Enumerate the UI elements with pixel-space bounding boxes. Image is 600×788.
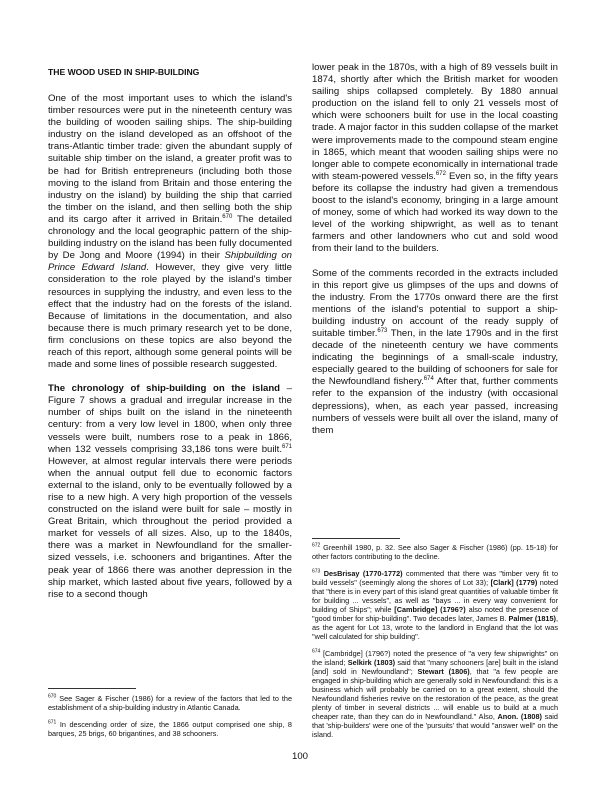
footnote-671: $^{671}$ In descending order of size, the 1866 output comprised one ship, 8 barques, 25 brigs, 60 brigantines, and 38 schooners. [48, 719, 292, 738]
footnote-ref-670[interactable]: 670 [222, 213, 233, 220]
footnote-divider [312, 538, 400, 539]
left-footnotes [48, 688, 292, 746]
page-number: 100 [291, 751, 308, 762]
footnote-ref-674[interactable]: 674 [423, 376, 434, 383]
footnote-divider [48, 688, 136, 689]
footnote-672: $^{672}$ Greenhill 1980, p. 32. See also Sager & Fischer (1986) (pp. 15-18) for other factors contributing to the decline. [312, 542, 558, 561]
footnote-670: $^{670}$ See Sager & Fischer (1986) for a review of the factors that led to the establishment of a ship-building industry in Atlantic Canada. [48, 693, 292, 712]
left-column [48, 62, 292, 613]
footnote-ref-673[interactable]: 673 [377, 327, 388, 334]
paragraph-chronology: The chronology of ship-building on the island – Figure 7 shows a gradual and irregular increase in the number of ships built on the island in the nineteenth century: from a very low level in 1800, when only three vessels were built, numbers rose to a peak in 1866, when 132 vessels comprising 33,186 tons were built.$^{671}$ However, at almost regular intervals there were periods when the annual output fell due to economic factors external to the island, only to be eventually followed by a rise to a new high. A very high proportion of the vessels constructed on the island were built for sale – mostly in Great Britain, which throughout the period provided a market for vessels of all sizes. Also, up to the 1840s, there was a market in Newfoundland for the smaller-sized vessels, i.e. schooners and brigantines. After the peak year of 1866 there was another depression in the ship market, which lasted about five years, followed by a rise to a second though [48, 383, 292, 600]
paragraph-timber-uses: One of the most important uses to which the island's timber resources were put in the nineteenth century was the building of wooden sailing ships. The ship-building industry on the island developed as an offshoot of the trans-Atlantic timber trade: given the abundant supply of suitable ship timber on the island, a greater profit was to be had for British entrepreneurs (including both those moving to the island from Britain and those entering the industry on the island) by building the ship that carried the timber on the island, and then selling both the ship and its cargo after it arrived in Britain.$^{670}$ The detailed chronology and the local geographic pattern of the ship-building industry on the island has been fully documented by De Jong and Moore (1994) in their Shipbuilding on Prince Edward Island. However, they give very little consideration to the role played by the island's timber resources in supplying the industry, and even less to the effect that the industry had on the forests of the island. Because of limitations in the documentation, and also because there is much primary research yet to be done, firm conclusions on these topics are also beyond the reach of this report, although some general points will be made and some lines of possible research suggested. [48, 93, 293, 371]
footnote-ref-671[interactable]: 671 [281, 443, 292, 450]
paragraph-market-collapse: lower peak in the 1870s, with a high of 89 vessels built in 1874, shortly after which the British market for wooden sailing ships collapsed completely. By 1880 annual production on the island fell to only 21 vessels most of which were schooners built for use in the local coasting trade. A major factor in this sudden collapse of the market were improvements made to the compound steam engine in 1865, which meant that wooden sailing ships were no longer able to compete economically in international trade with steam-powered vessels.$^{672}$ Even so, in the fifty years before its collapse the industry had given a tremendous boost to the island's economy, bringing in a large amount of money, some of which had worked its way down to the level of the working shipwright, as well as to tenant farmers and other landowners who cut and sold wood from their land to the builders. [312, 62, 558, 255]
footnote-673: $^{673}$ DesBrisay (1770-1772) commented that there was "timber very fit to build vessels" (seemingly along the shores of Lot 33); [Clark] (1779) noted that "there is in every part of this island great quantities of valuable timber fit for building ... vessels", as well as "bays ... in every way convenient for building of Ships"; while [Cambridge] (1796?) also noted the presence of "good timber for ship-building". Two decades later, James B. Palmer (1815), as the agent for Lot 13, wrote to the landlord in England that the lot was "well calculated for ship building". [312, 568, 558, 641]
paragraph-ups-and-downs: Some of the comments recorded in the extracts included in this report give us glimpses of the ups and downs of the industry. From the 1770s onward there are the first mentions of the island's potential to support a ship-building industry on account of the ready supply of suitable timber.$^{673}$ Then, in the late 1790s and in the first decade of the nineteenth century we have comments indicating the beginnings of a small-scale industry, especially geared to the building of schooners for sale for the Newfoundland fishery.$^{674}$ After that, further comments refer to the expansion of the industry (with occasional depressions), when, as each year passed, increasing numbers of vessels were built all over the island, many of them [312, 267, 558, 436]
footnote-ref-672[interactable]: 672 [435, 170, 446, 177]
right-footnotes [312, 538, 558, 747]
section-heading: THE WOOD USED IN SHIP-BUILDING [48, 67, 200, 77]
subheading-chronology: The chronology of ship-building on the island [48, 383, 281, 395]
footnote-674: $^{674}$ [Cambridge] (1796?) noted the presence of "a very few shipwrights" on the island; Selkirk (1803) said that "many schooners [are] built in the island [and] sold in Newfoundland"; Stewart (1806), that "a few people are engaged in ship-building which are generally sold in Newfoundland: this is a business which will probably be carried on to a great extent, should the Newfoundland fisheries revive on the restoration of the peace, as the great plenty of timber in several districts ... will enable us to build at a much cheaper rate, than they can do in Newfoundland." Also, Anon. (1808) said that 'ship-builders' were one of the 'pursuits' that would "answer well" on the island. [312, 648, 559, 739]
book-title: Shipbuilding on Prince Edward Island [48, 250, 292, 274]
right-column [312, 62, 558, 449]
